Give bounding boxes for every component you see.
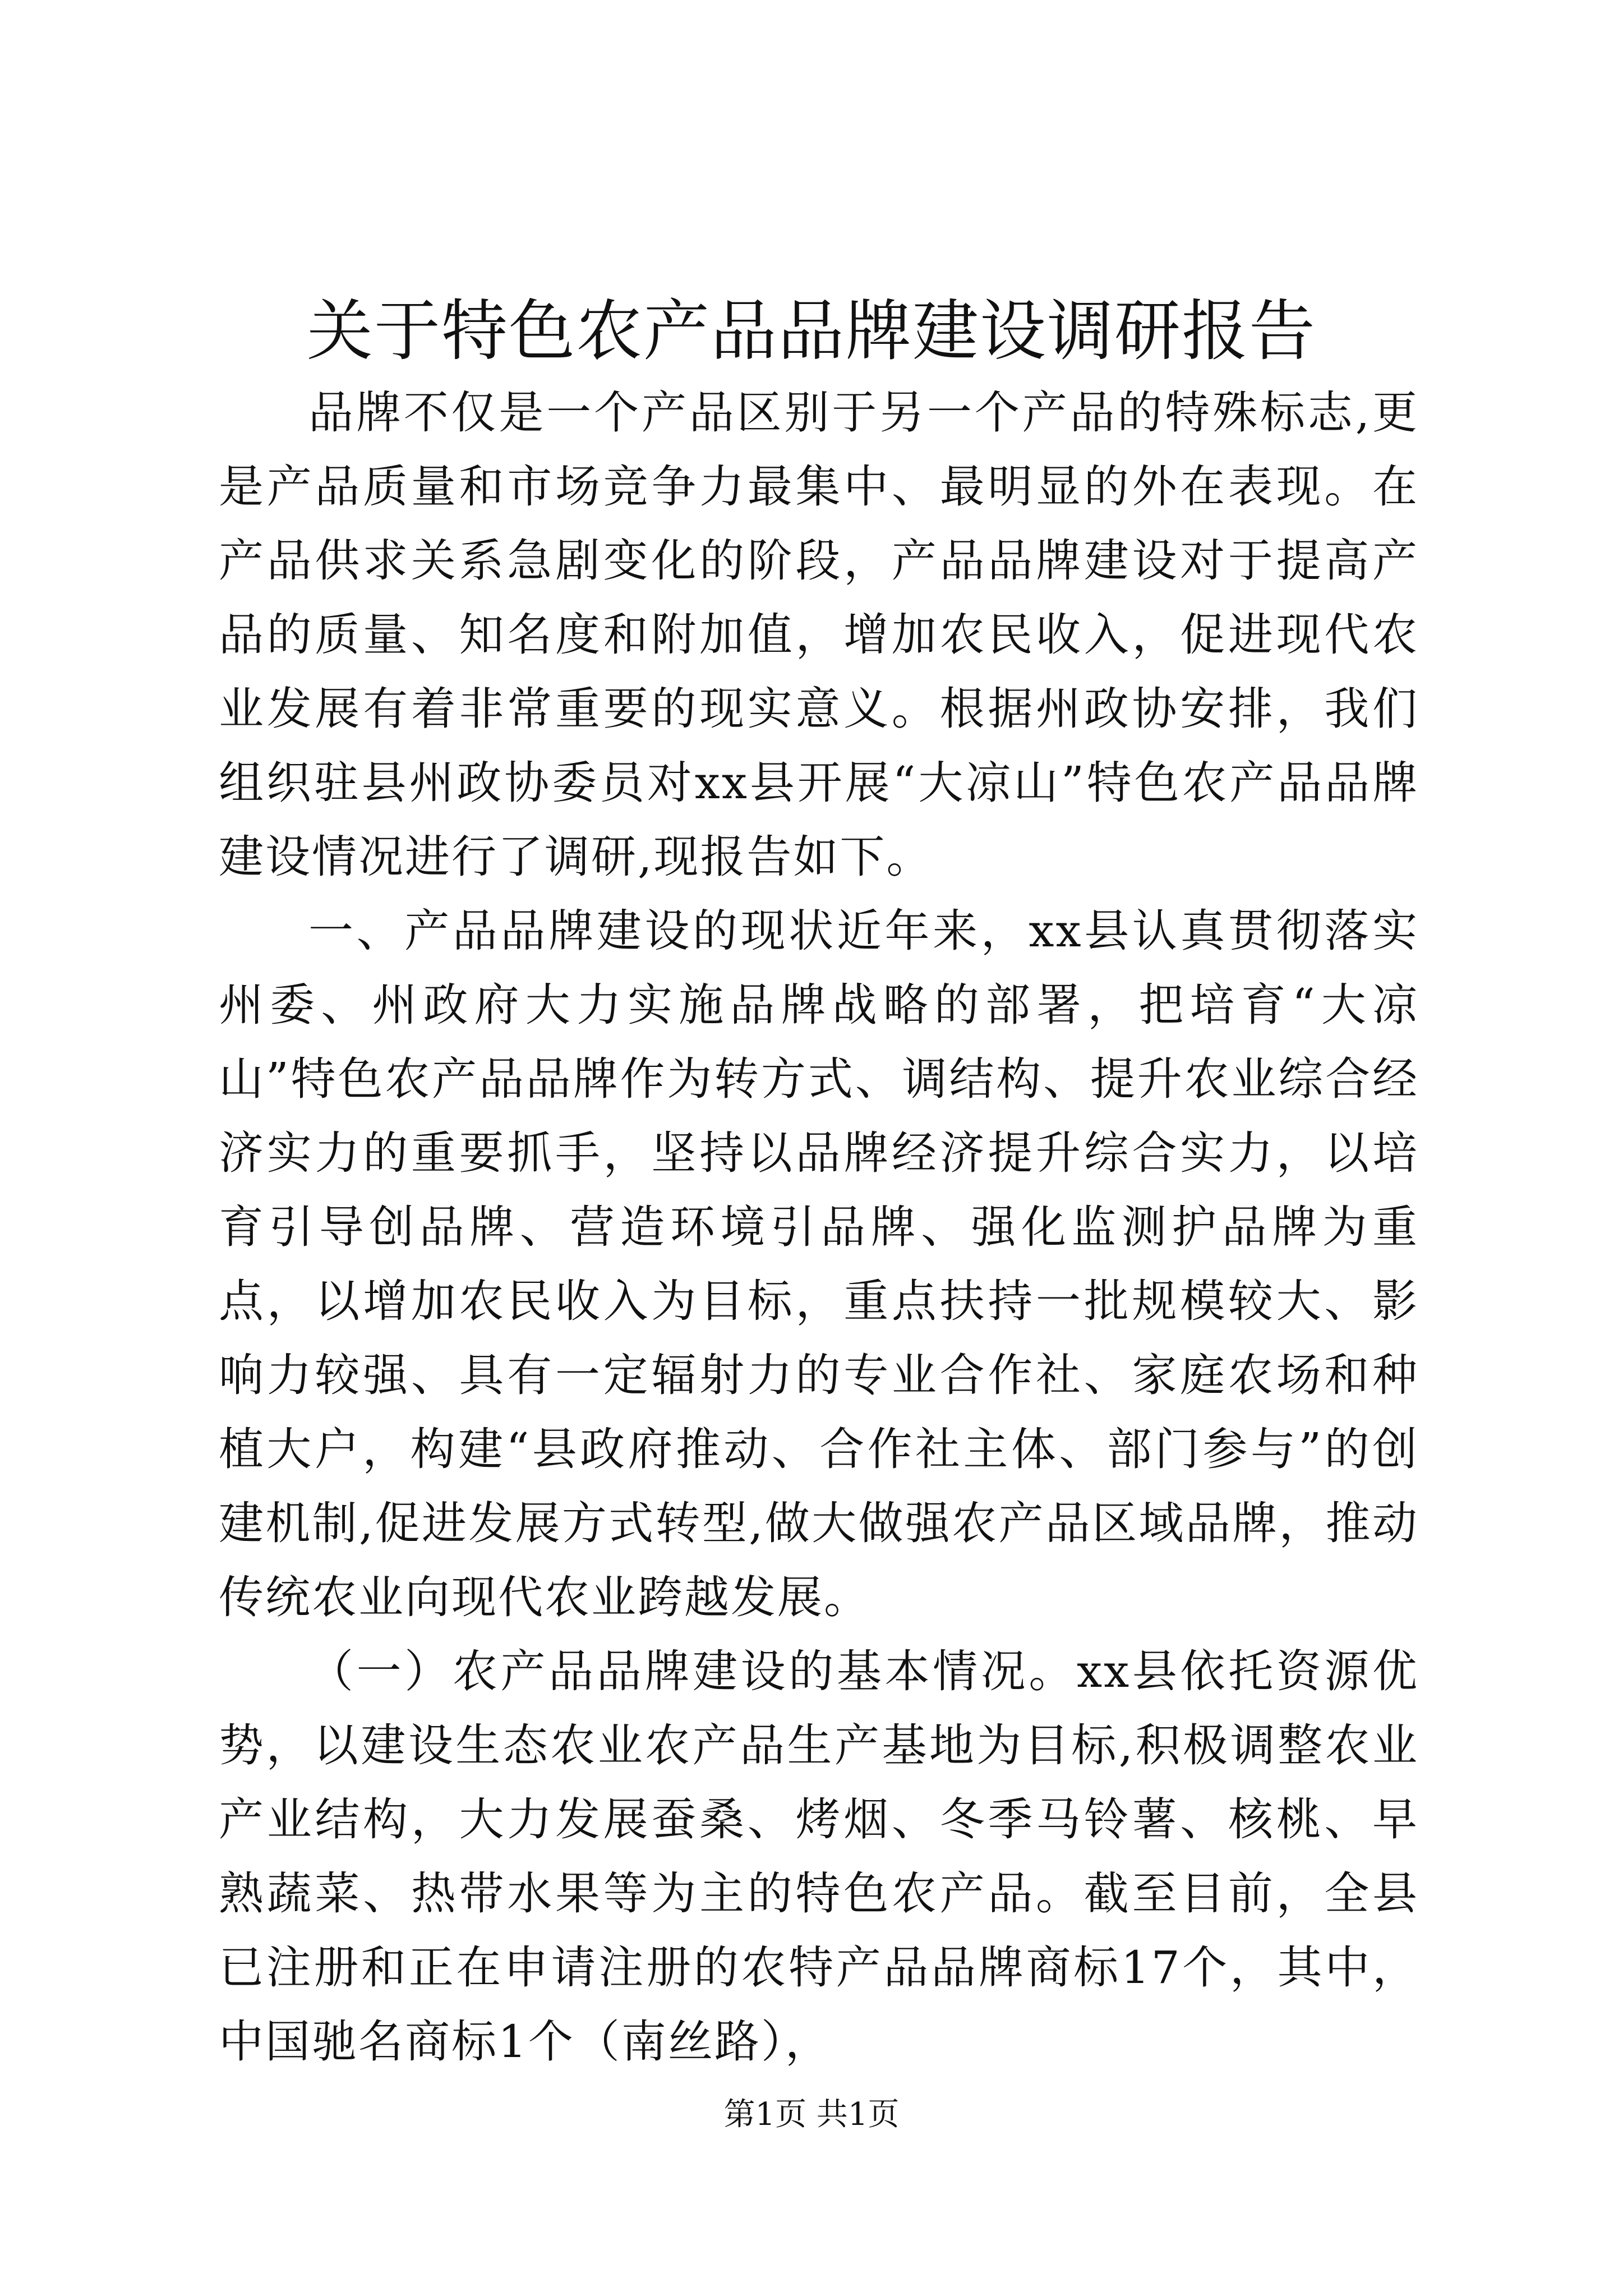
paragraph-section-one: 一、产品品牌建设的现状近年来，xx县认真贯彻落实州委、州政府大力实施品牌战略的部署，把培育“大凉山”特色农产品品牌作为转方式、调结构、提升农业综合经济实力的重要抓手，坚持以品牌经济提升综合实力，以培育引导创品牌、营造环境引品牌、强化监测护品牌为重点，以增加农民收入为目标，重点扶持一批规模较大、影响力较强、具有一定辐射力的专业合作社、家庭农场和种植大户，构建“县政府推动、合作社主体、部门参与”的创建机制,促进发展方式转型,做大做强农产品区域品牌，推动传统农业向现代农业跨越发展。 <box>219 905 1419 1623</box>
document-title: 关于特色农产品品牌建设调研报告 <box>306 292 1316 370</box>
page-footer: 第1页 共1页 <box>723 2096 900 2133</box>
document-body <box>219 376 1419 2079</box>
paragraph-subsection-one: （一）农产品品牌建设的基本情况。xx县依托资源优势，以建设生态农业农产品生产基地为目标,积极调整农业产业结构，大力发展蚕桑、烤烟、冬季马铃薯、核桃、早熟蔬菜、热带水果等为主的特色农产品。截至目前，全县已注册和正在申请注册的农特产品品牌商标17个，其中，中国驰名商标1个（南丝路）， <box>219 1645 1419 2068</box>
paragraph-intro: 品牌不仅是一个产品区别于另一个产品的特殊标志,更是产品质量和市场竞争力最集中、最明显的外在表现。在产品供求关系急剧变化的阶段，产品品牌建设对于提高产品的质量、知名度和附加值，增加农民收入，促进现代农业发展有着非常重要的现实意义。根据州政协安排，我们组织驻县州政协委员对xx县开展“大凉山”特色农产品品牌建设情况进行了调研,现报告如下。 <box>219 386 1419 883</box>
